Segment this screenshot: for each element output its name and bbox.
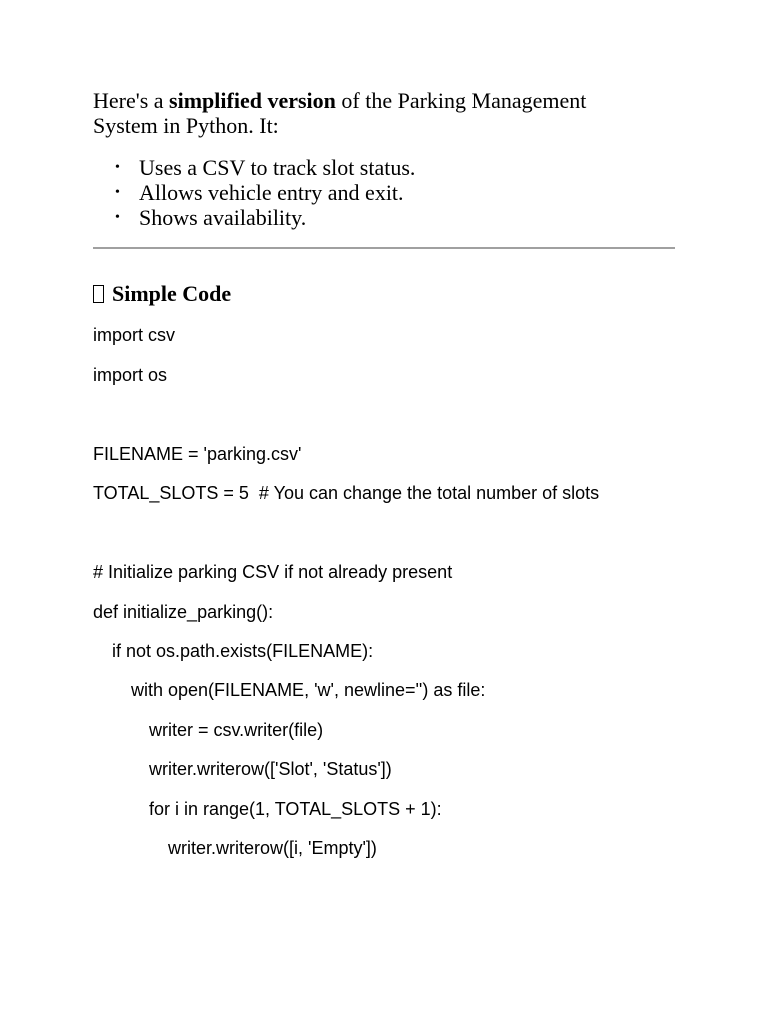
list-item-text: Uses a CSV to track slot status. [139, 155, 416, 180]
code-line: import os [93, 365, 168, 385]
code-line: writer = csv.writer(file) [149, 720, 324, 740]
missing-glyph-icon [93, 285, 104, 303]
feature-list [93, 155, 415, 230]
code-line: writer.writerow([i, 'Empty']) [168, 838, 377, 858]
section-title: Simple Code [112, 281, 232, 306]
bullet-icon: • [115, 160, 120, 175]
code-line: writer.writerow(['Slot', 'Status']) [149, 759, 392, 779]
list-item-text: Shows availability. [139, 205, 307, 230]
list-item [93, 180, 415, 205]
list-item-text: Allows vehicle entry and exit. [139, 180, 404, 205]
code-line: for i in range(1, TOTAL_SLOTS + 1): [149, 799, 442, 819]
intro-paragraph [93, 88, 653, 138]
code-line: if not os.path.exists(FILENAME): [112, 641, 374, 661]
bullet-icon: • [115, 210, 120, 225]
code-line: import csv [93, 325, 176, 345]
code-line: FILENAME = 'parking.csv' [93, 444, 302, 464]
code-line: # Initialize parking CSV if not already present [93, 562, 453, 582]
intro-prefix: Here's a [93, 88, 170, 113]
horizontal-divider [93, 247, 675, 249]
code-line: def initialize_parking(): [93, 602, 274, 622]
code-line: with open(FILENAME, 'w', newline='') as file: [131, 680, 486, 700]
bullet-icon: • [115, 185, 120, 200]
section-heading [93, 281, 231, 306]
list-item [93, 205, 415, 230]
code-line: TOTAL_SLOTS = 5 # You can change the total number of slots [93, 483, 600, 503]
intro-bold: simplified version [169, 88, 336, 113]
intro-suffix: of the Parking Management System in Python. It: [93, 88, 587, 138]
list-item [93, 155, 415, 180]
